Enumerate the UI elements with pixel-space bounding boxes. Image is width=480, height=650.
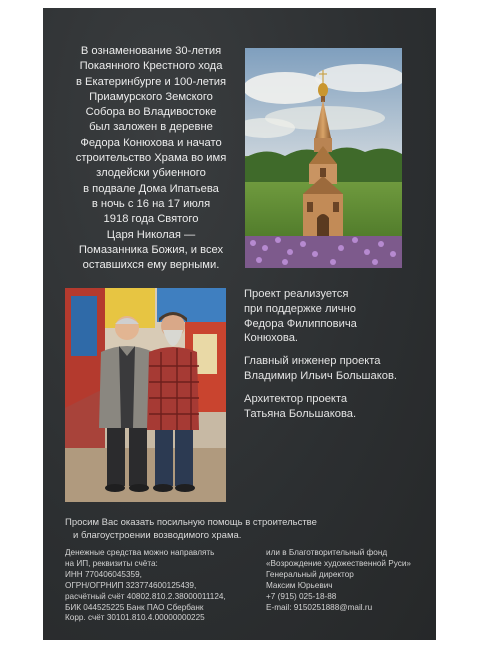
bank-line: на ИП, реквизиты счёта: [65,558,158,568]
intro-line: был заложен в деревне [89,121,213,134]
intro-line: Помазанника Божия, и всех [78,243,224,256]
fund-line: Генеральный директор [266,569,354,579]
chief-engineer-line: Главный инженер проекта [244,355,381,367]
intro-line: оставшихся ему верными. [82,259,220,272]
appeal-line: Просим Вас оказать посильную помощь в строительстве [65,517,317,528]
intro-line: Покаянного Крестного хода [79,60,223,73]
project-support-line: при поддержке лично [244,302,357,315]
appeal-line: и благоустроении возводимого храма. [73,530,242,541]
fund-line: или в Благотворительный фонд [266,548,388,557]
architect-line: Архитектор проекта [244,393,348,405]
fund-line: Максим Юрьевич [266,580,333,590]
intro-line: строительство Храма во имя [75,152,227,165]
bank-line: БИК 044525225 Банк ПАО Сбербанк [65,602,204,612]
fund-line: E-mail: 9150251888@mail.ru [266,602,373,612]
fund-line: «Возрождение художественной Руси» [266,558,411,568]
bank-line: ИНН 770406045359, [65,569,142,579]
intro-line: В ознаменование 30-летия [80,45,222,57]
chief-engineer [244,354,397,384]
bank-line: Корр. счёт 30101.810.4.00000000225 [65,613,205,623]
intro-line: злодейски убиенного [96,167,206,180]
project-support-line: Конюхова. [244,332,299,345]
intro-line: в подвале Дома Ипатьева [83,182,219,195]
bank-details [65,548,226,624]
church-photo [245,48,402,268]
appeal-text [65,516,365,542]
bank-line: ОГРН/ОГРНИП 323774600125439, [65,580,197,590]
intro-line: Приамурского Земского [89,90,213,103]
project-support [244,287,357,346]
project-support-line: Федора Филипповича [244,317,357,330]
project-support-line: Проект реализуется [244,288,349,300]
intro-text [61,44,241,273]
bank-line: Денежные средства можно направлять [65,548,215,557]
intro-line: Собора во Владивостоке [85,106,217,119]
intro-line: Царя Николая — [106,228,196,241]
architect-line: Татьяна Большакова. [244,407,357,420]
intro-line: 1918 года Святого [103,213,199,226]
fund-line: +7 (915) 025-18-88 [266,591,337,601]
people-photo [65,288,226,502]
intro-line: Федора Конюхова и начато [80,136,222,149]
intro-line: в ночь с 16 на 17 июля [91,197,211,210]
intro-line: в Екатеринбурге и 100-летия [75,75,227,88]
bank-line: расчётный счёт 40802.810.2.38000011124, [65,591,226,601]
chief-engineer-line: Владимир Ильич Большаков. [244,369,398,382]
architect [244,392,356,422]
fund-details [266,548,411,613]
